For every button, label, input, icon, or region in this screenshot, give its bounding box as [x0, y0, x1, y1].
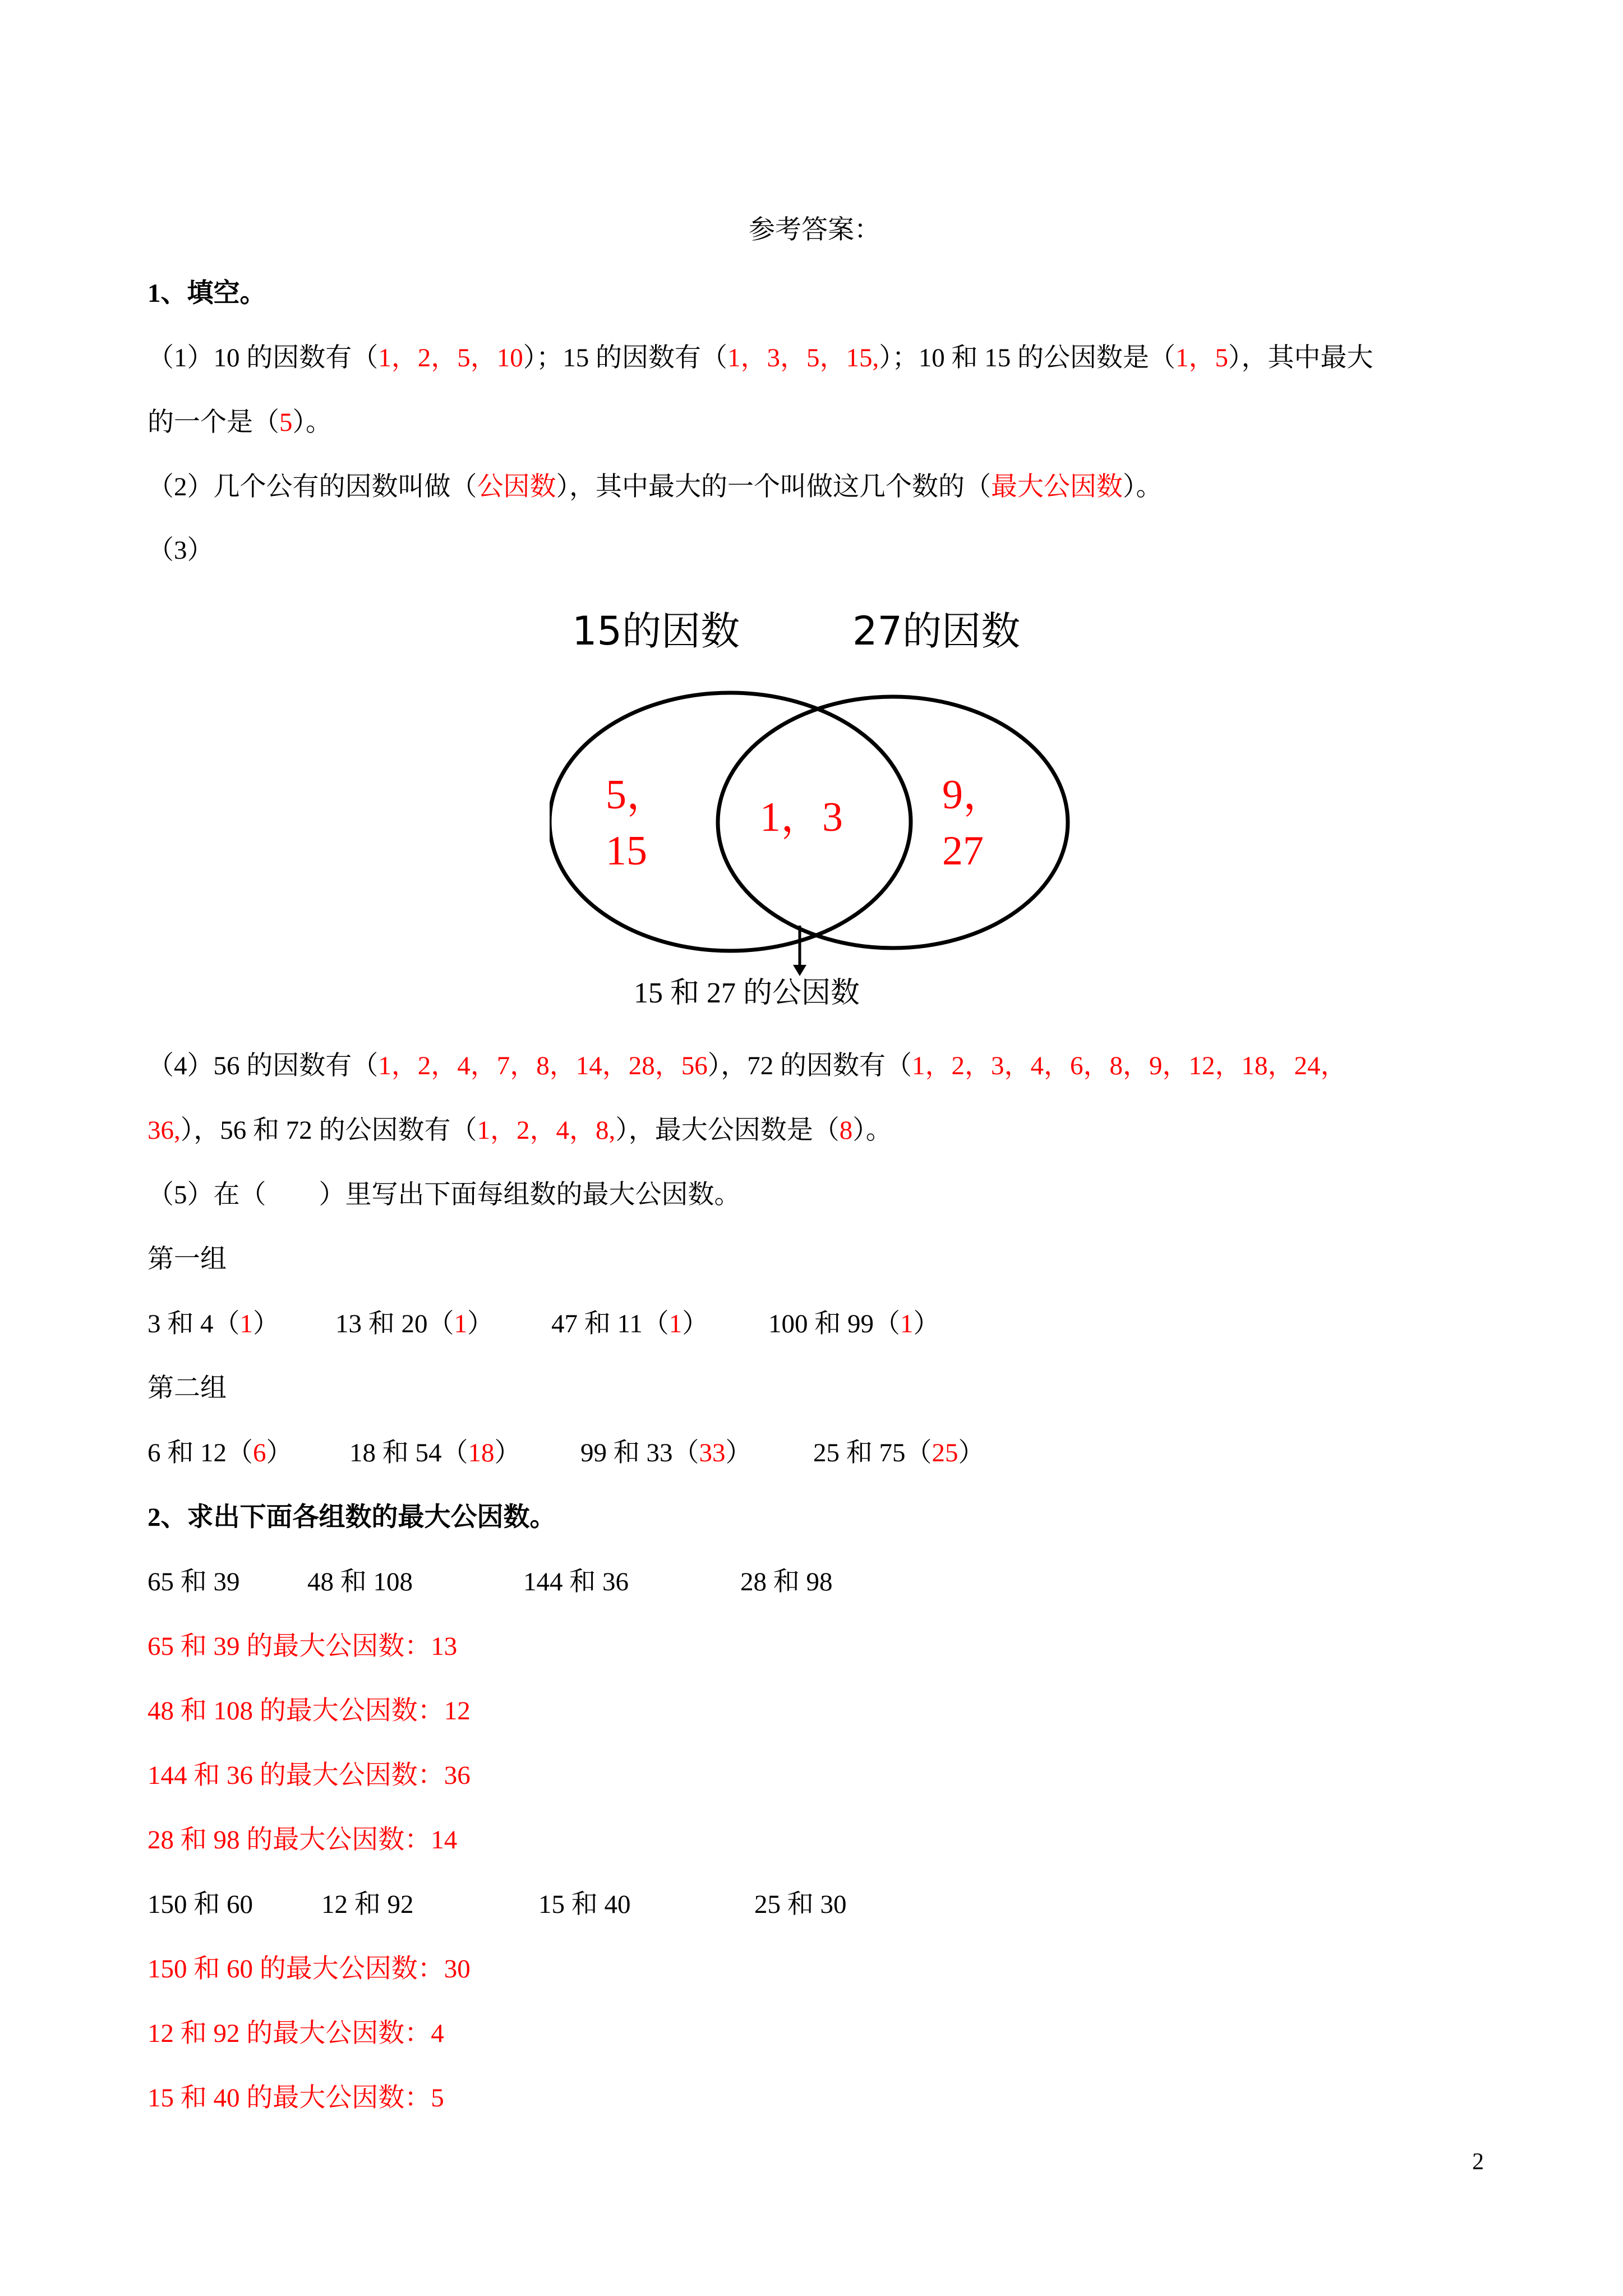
pair-label: 12 和 92: [321, 1890, 414, 1919]
answer: 1，2，3，4，6，8，9，12，18，24，: [912, 1051, 1347, 1080]
pair-label: 144 和 36: [523, 1567, 629, 1596]
item-4-line-2: 36,），56 和 72 的公因数有（1，2，4，8,），最大公因数是（8）。: [147, 1116, 892, 1145]
answer-line: 28 和 98 的最大公因数：14: [147, 1825, 458, 1855]
group-2-label: 第二组: [147, 1374, 227, 1403]
venn-left-title: 15的因数: [572, 608, 740, 654]
group-2-item: 6 和 12（6）: [147, 1438, 293, 1467]
answer: 1，2，5，10: [378, 343, 523, 372]
group-1-item: 47 和 11（1）: [551, 1309, 709, 1338]
pair-label: 150 和 60: [147, 1890, 253, 1919]
group-2-item: 25 和 75（25）: [813, 1438, 985, 1467]
venn-right-only-1: 9，: [942, 772, 1004, 818]
pair-label: 15 和 40: [538, 1890, 631, 1919]
answer: 1，5: [1175, 343, 1228, 372]
venn-caption: 15 和 27 的公因数: [634, 977, 860, 1009]
answer-line: 144 和 36 的最大公因数：36: [147, 1761, 471, 1790]
arrow-down-icon: [793, 965, 806, 976]
item-5: （5）在（ ）里写出下面每组数的最大公因数。: [147, 1180, 741, 1209]
answer: 1，2，4，7，8，14，28，56: [378, 1051, 708, 1080]
item-1-line-2: 的一个是（5）。: [147, 408, 332, 437]
item-2: （2）几个公有的因数叫做（公因数），其中最大的一个叫做这几个数的（最大公因数）。: [147, 472, 1163, 501]
venn-left-only-2: 15: [606, 828, 647, 874]
item-4-line-1: （4）56 的因数有（1，2，4，7，8，14，28，56），72 的因数有（1，2，3，4，6，8，9，12，18，24，: [147, 1051, 1347, 1080]
group-1-item: 100 和 99（1）: [768, 1309, 940, 1338]
answer-line: 48 和 108 的最大公因数：12: [147, 1696, 471, 1726]
pair-label: 65 和 39: [147, 1567, 240, 1596]
item-1-line-1: （1）10 的因数有（1，2，5，10）；15 的因数有（1，3，5，15,）；10 和 15 的公因数是（1，5），其中最大: [147, 343, 1373, 372]
pair-label: 28 和 98: [740, 1567, 833, 1596]
venn-common: 1，3: [760, 794, 843, 840]
answer: 公因数: [477, 472, 556, 501]
venn-left-only-1: 5，: [606, 772, 668, 818]
question-2-heading: 2、求出下面各组数的最大公因数。: [147, 1503, 556, 1532]
item-3-label: （3）: [147, 536, 214, 565]
page-title: 参考答案：: [749, 215, 880, 245]
group-2-item: 99 和 33（33）: [580, 1438, 752, 1467]
answer-line: 150 和 60 的最大公因数：30: [147, 1954, 471, 1984]
answer: 5: [279, 408, 293, 437]
answer: 8: [839, 1116, 853, 1145]
venn-right-title: 27的因数: [852, 608, 1021, 654]
answer: 1，3，5，15,: [727, 343, 879, 372]
group-1-item: 13 和 20（1）: [335, 1309, 494, 1338]
group-2-item: 18 和 54（18）: [349, 1438, 521, 1467]
group-1-label: 第一组: [147, 1245, 227, 1274]
group-1-item: 3 和 4（1）: [147, 1309, 279, 1338]
page-number: 2: [1472, 2149, 1484, 2175]
answer-line: 65 和 39 的最大公因数：13: [147, 1632, 458, 1661]
pair-label: 25 和 30: [754, 1890, 847, 1919]
venn-right-only-2: 27: [942, 828, 984, 874]
answer-line: 15 和 40 的最大公因数：5: [147, 2083, 444, 2113]
answer: 最大公因数: [991, 472, 1123, 501]
answer: 36,: [147, 1116, 181, 1145]
question-1-heading: 1、填空。: [147, 279, 266, 308]
answer: 1，2，4，8,: [477, 1116, 616, 1145]
pair-label: 48 和 108: [307, 1567, 413, 1596]
answer-line: 12 和 92 的最大公因数：4: [147, 2019, 444, 2048]
venn-left-circle: [550, 693, 911, 951]
